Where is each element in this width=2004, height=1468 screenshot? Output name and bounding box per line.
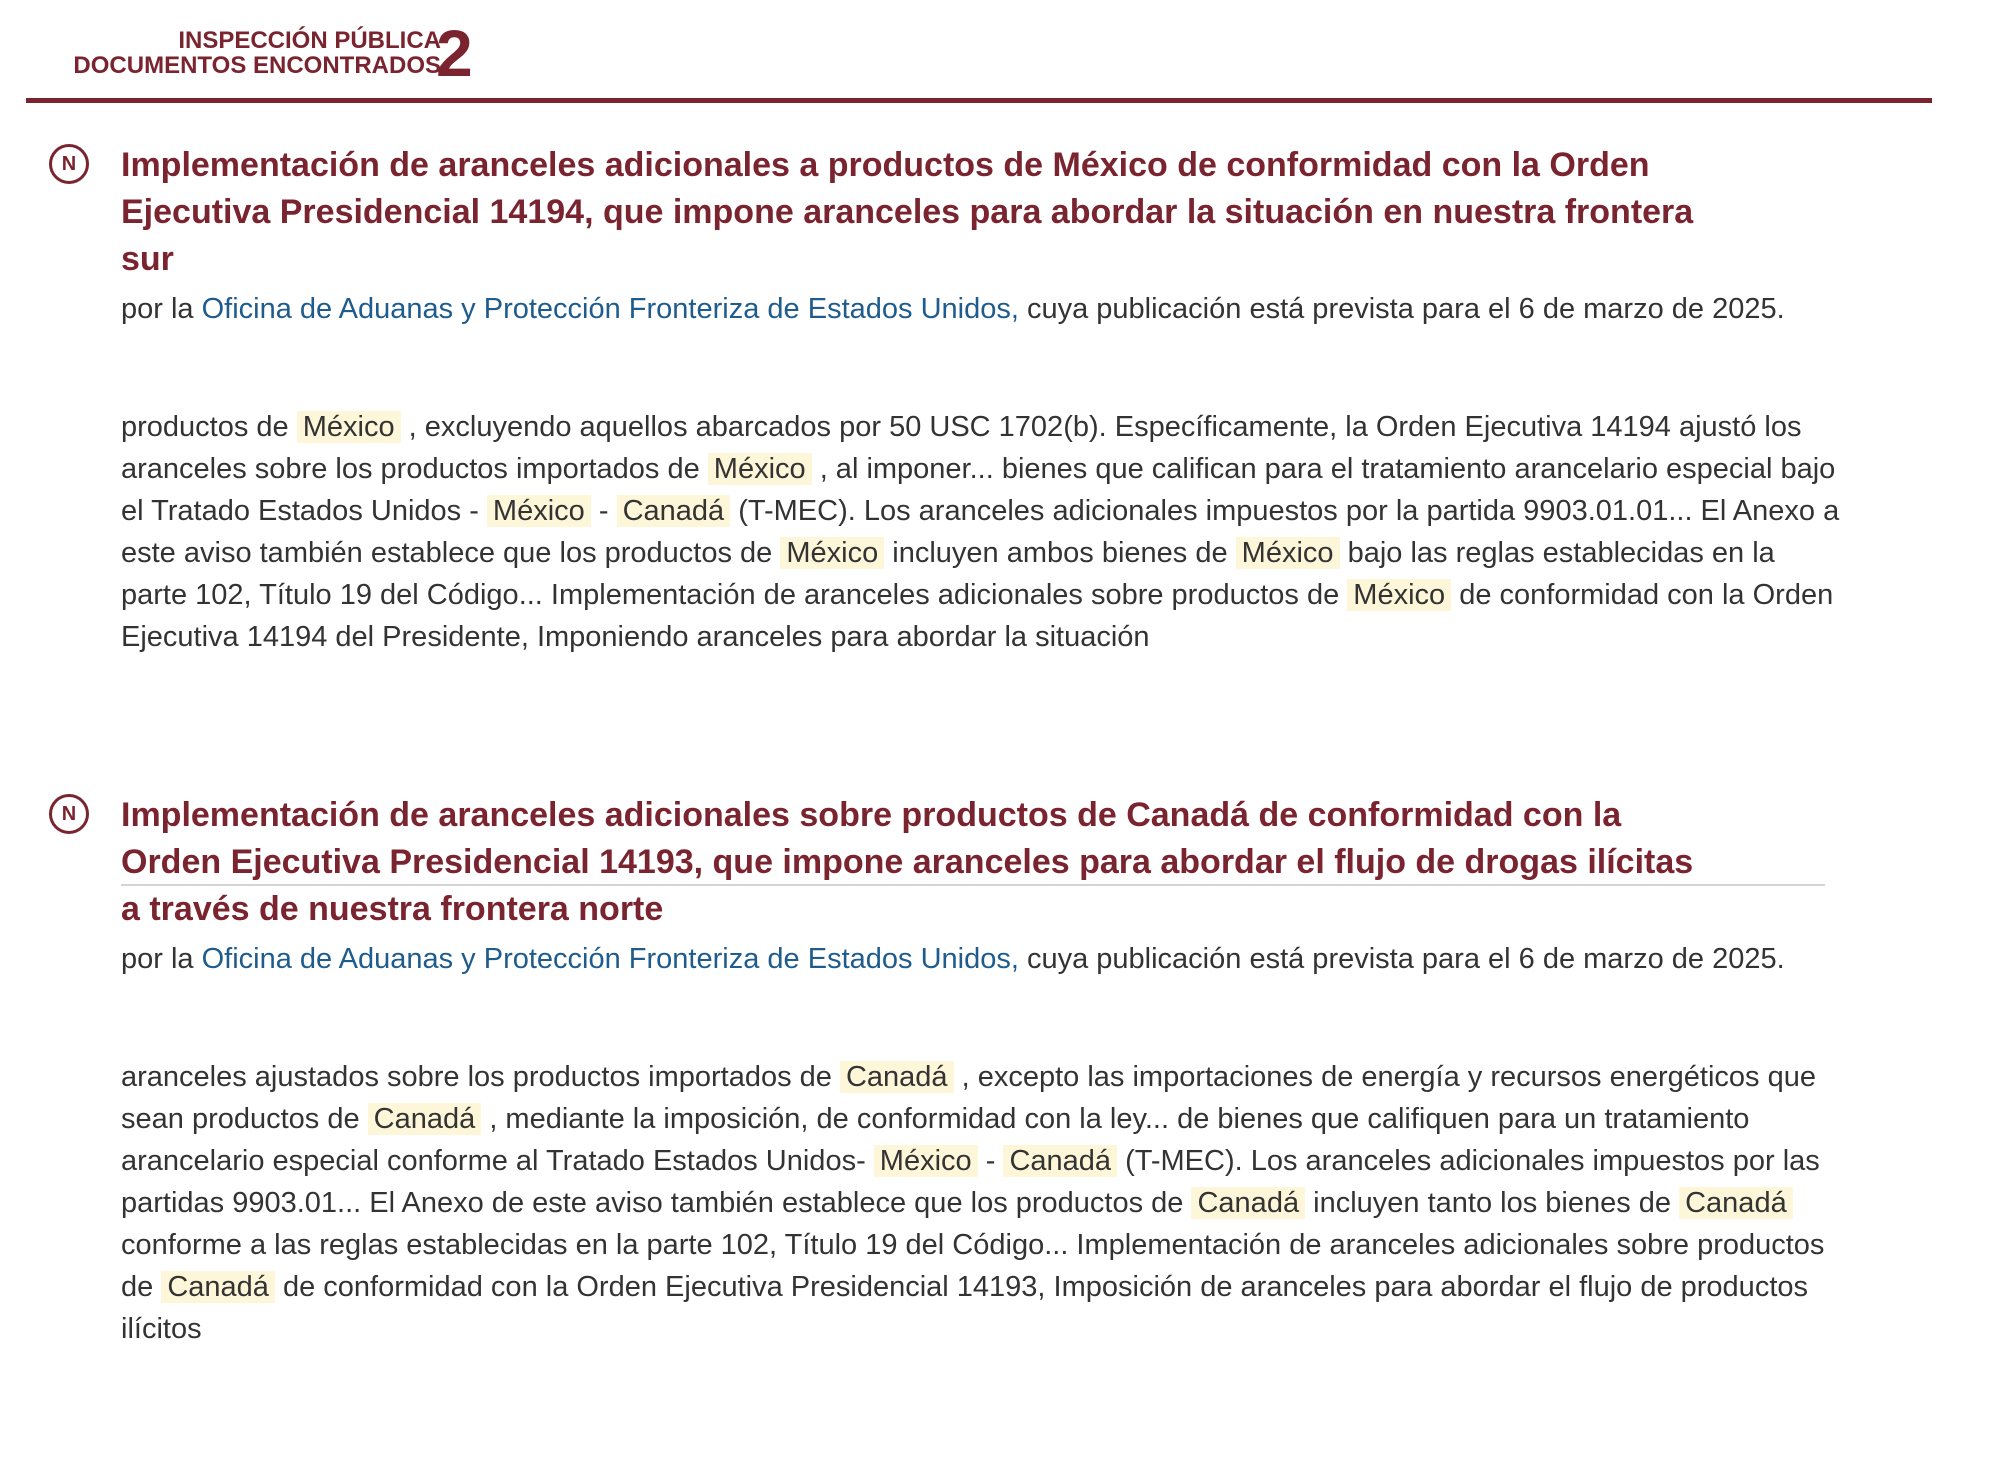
excerpt-text: , mediante la imposición, de conformidad con la ley... de bienes que califiquen para un tratamiento arancelario especial conforme al Tratado Estados Unidos- — [121, 1103, 1750, 1177]
document-excerpt — [121, 1056, 1841, 1350]
excerpt-text: (T-MEC). Los aranceles adicionales impuestos por la partida 9903.01.01... El Anexo a este aviso también establece que los productos de — [121, 495, 1840, 569]
document-byline — [121, 939, 1841, 980]
results-header-labels — [73, 28, 441, 78]
document-byline — [121, 289, 1841, 330]
excerpt-text: (T-MEC). Los aranceles adicionales impuestos por las partidas 9903.01... El Anexo de este aviso también establece que los productos de — [121, 1145, 1820, 1219]
highlighted-term: Canadá — [161, 1271, 275, 1303]
highlighted-term: México — [708, 453, 812, 485]
header-label-line1: INSPECCIÓN PÚBLICA — [178, 27, 441, 54]
documents-found-count: 2 — [436, 16, 473, 90]
highlighted-term: México — [297, 411, 401, 443]
notice-icon: N — [49, 144, 89, 184]
highlighted-term: México — [1347, 579, 1451, 611]
document-excerpt — [121, 406, 1841, 658]
results-header — [26, 18, 1932, 103]
highlighted-term: Canadá — [368, 1103, 482, 1135]
document-title-link[interactable]: Implementación de aranceles adicionales a productos de México de conformidad con la Orden Ejecutiva Presidencial 14194, que impone aranceles para abordar la situación en nuestra frontera sur — [121, 146, 1694, 278]
excerpt-text: de conformidad con la Orden Ejecutiva 14194 del Presidente, Imponiendo aranceles para abordar la situación — [121, 579, 1834, 653]
agency-link[interactable]: Oficina de Aduanas y Protección Fronteriza de Estados Unidos, — [201, 293, 1019, 325]
excerpt-text: , al imponer... bienes que califican para el tratamiento arancelario especial bajo el Tratado Estados Unidos - — [121, 453, 1836, 527]
excerpt-text: - — [590, 495, 617, 527]
highlighted-term: Canadá — [1679, 1187, 1793, 1219]
excerpt-text: productos de — [121, 411, 297, 443]
highlighted-term: México — [1236, 537, 1340, 569]
byline-prefix: por la — [121, 293, 194, 325]
highlighted-term: Canadá — [840, 1061, 954, 1093]
highlighted-term: México — [487, 495, 591, 527]
excerpt-text: , excluyendo aquellos abarcados por 50 USC 1702(b). Específicamente, la Orden Ejecutiva 14194 ajustó los aranceles sobre los productos importados de — [121, 411, 1802, 485]
header-label-line2: DOCUMENTOS ENCONTRADOS — [73, 52, 441, 79]
excerpt-text: aranceles ajustados sobre los productos importados de — [121, 1061, 840, 1093]
notice-icon: N — [49, 794, 89, 834]
agency-link[interactable]: Oficina de Aduanas y Protección Fronteriza de Estados Unidos, — [201, 943, 1019, 975]
byline-prefix: por la — [121, 943, 194, 975]
highlighted-term: Canadá — [1003, 1145, 1117, 1177]
excerpt-text: conforme a las reglas establecidas en la parte 102, Título 19 del Código... Implementación de aranceles adicionales sobre productos de — [121, 1229, 1825, 1303]
excerpt-text: , excepto las importaciones de energía y recursos energéticos que sean productos de — [121, 1061, 1816, 1135]
byline-suffix: cuya publicación está prevista para el 6 de marzo de 2025. — [1026, 293, 1785, 325]
excerpt-text: de conformidad con la Orden Ejecutiva Presidencial 14193, Imposición de aranceles para abordar el flujo de productos ilícitos — [121, 1271, 1808, 1345]
byline-suffix: cuya publicación está prevista para el 6 de marzo de 2025. — [1026, 943, 1785, 975]
excerpt-text: incluyen tanto los bienes de — [1305, 1187, 1680, 1219]
highlighted-term: México — [874, 1145, 978, 1177]
excerpt-text: bajo las reglas establecidas en la parte 102, Título 19 del Código... Implementación de aranceles adicionales sobre productos de — [121, 537, 1775, 611]
highlighted-term: Canadá — [617, 495, 731, 527]
document-title-link[interactable]: Implementación de aranceles adicionales sobre productos de Canadá de conformidad con la Orden Ejecutiva Presidencial 14193, que impone aranceles para abordar el flujo de drogas ilícitas a través de nuestra frontera norte — [121, 796, 1694, 928]
excerpt-text: incluyen ambos bienes de — [884, 537, 1236, 569]
highlighted-term: Canadá — [1191, 1187, 1305, 1219]
excerpt-text: - — [977, 1145, 1004, 1177]
highlighted-term: México — [780, 537, 884, 569]
